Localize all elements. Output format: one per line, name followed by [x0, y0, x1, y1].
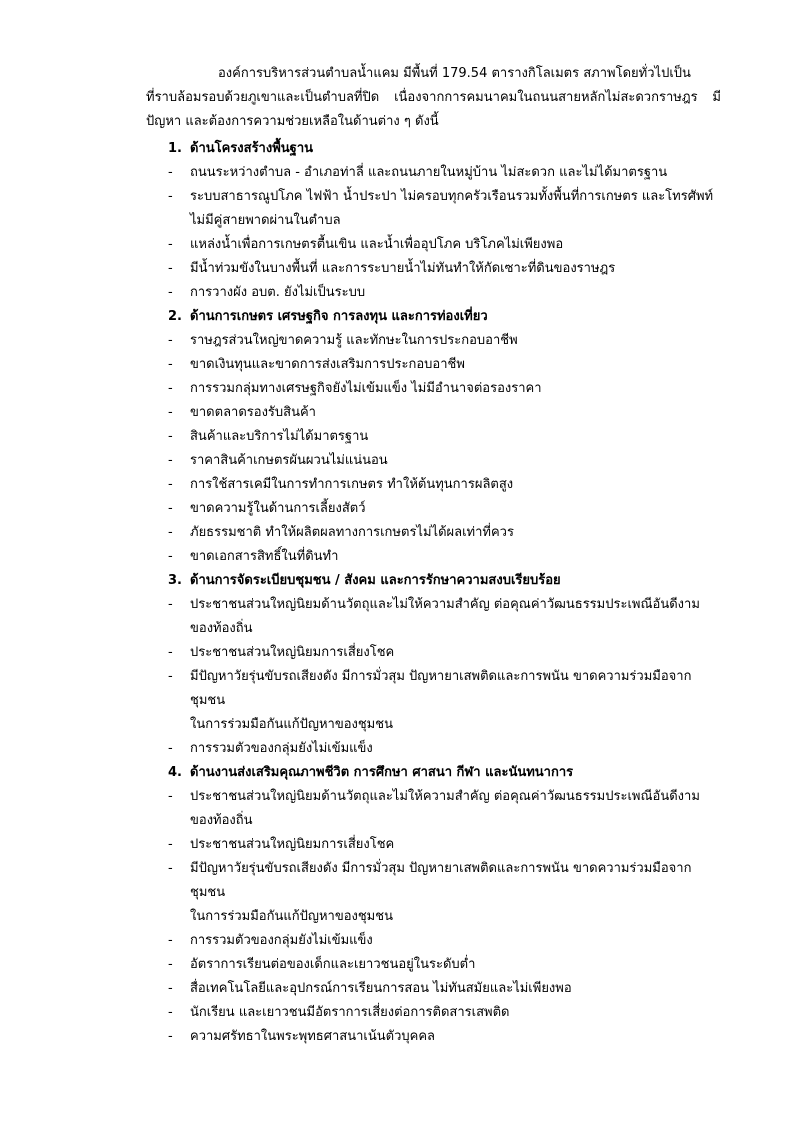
- list-item: - การใช้สารเคมีในการทำการเกษตร ทำให้ต้นทุนการผลิตสูง: [168, 473, 718, 497]
- list-item: - มีน้ำท่วมขังในบางพื้นที่ และการระบายน้ำไม่ทันทำให้กัดเซาะที่ดินของราษฎร: [168, 257, 718, 281]
- bullet-dash: -: [168, 645, 173, 660]
- bullet-dash: -: [168, 357, 173, 372]
- intro-first-line: องค์การบริหารส่วนตำบลน้ำแคม มีพื้นที่ 179.54 ตารางกิโลเมตร สภาพโดยทั่วไปเป็น: [218, 66, 691, 81]
- bullet-dash: -: [168, 789, 173, 804]
- section-heading-3: [168, 569, 561, 593]
- section-number: 4.: [168, 765, 182, 780]
- list-item: - ราคาสินค้าเกษตรผันผวนไม่แน่นอน: [168, 449, 718, 473]
- bullet-dash: -: [168, 237, 173, 252]
- list-item: - ระบบสาธารณูปโภค ไฟฟ้า น้ำประปา ไม่ครอบทุกครัวเรือนรวมทั้งพื้นที่การเกษตร และโทรศัพท์ไม่มีคู่สายพาดผ่านในตำบล: [168, 185, 718, 233]
- bullet-dash: -: [168, 933, 173, 948]
- list-item: - สื่อเทคโนโลยีและอุปกรณ์การเรียนการสอน ไม่ทันสมัยและไม่เพียงพอ: [168, 977, 718, 1001]
- bullet-dash: -: [168, 837, 173, 852]
- bullet-dash: -: [168, 957, 173, 972]
- list-item: - ประชาชนส่วนใหญ่นิยมการเสี่ยงโชค: [168, 833, 718, 857]
- list-item: - ราษฎรส่วนใหญ่ขาดความรู้ และทักษะในการประกอบอาชีพ: [168, 329, 718, 353]
- bullet-dash: -: [168, 1029, 173, 1044]
- bullet-dash: -: [168, 501, 173, 516]
- list-item: - ความศรัทธาในพระพุทธศาสนาเน้นตัวบุคคล: [168, 1025, 718, 1049]
- bullet-dash: -: [168, 189, 173, 204]
- list-item: - มีปัญหาวัยรุ่นขับรถเสียงดัง มีการมั่วสุม ปัญหายาเสพติดและการพนัน ขาดความร่วมมือจากชุมชน: [168, 857, 718, 905]
- bullet-dash: -: [168, 549, 173, 564]
- intro-rest: ที่ราบล้อมรอบด้วยภูเขาและเป็นตำบลที่ปิด เนื่องจากการคมนาคมในถนนสายหลักไม่สะดวกราษฎร มีปัญหา และต้องการความช่วยเหลือในด้านต่าง ๆ ดังนี้: [146, 90, 721, 129]
- section-title: ด้านการเกษตร เศรษฐกิจ การลงทุน และการท่องเที่ยว: [190, 309, 488, 324]
- list-item: - ขาดตลาดรองรับสินค้า: [168, 401, 718, 425]
- bullet-dash: -: [168, 165, 173, 180]
- list-item: - ถนนระหว่างตำบล - อำเภอท่าลี่ และถนนภายในหมู่บ้าน ไม่สะดวก และไม่ได้มาตรฐาน: [168, 161, 718, 185]
- bullet-dash: -: [168, 861, 173, 876]
- bullet-dash: -: [168, 453, 173, 468]
- bullet-dash: -: [168, 669, 173, 684]
- list-item: - ขาดเงินทุนและขาดการส่งเสริมการประกอบอาชีพ: [168, 353, 718, 377]
- bullet-dash: -: [168, 429, 173, 444]
- list-item: - การรวมตัวของกลุ่มยังไม่เข้มแข็ง: [168, 929, 718, 953]
- list-item: - ขาดความรู้ในด้านการเลี้ยงสัตว์: [168, 497, 718, 521]
- bullet-dash: -: [168, 597, 173, 612]
- section-title: ด้านการจัดระเบียบชุมชน / สังคม และการรักษาความสงบเรียบร้อย: [190, 573, 561, 588]
- list-item: - ขาดเอกสารสิทธิ์ในที่ดินทำ: [168, 545, 718, 569]
- bullet-dash: -: [168, 525, 173, 540]
- list-item: - การรวมตัวของกลุ่มยังไม่เข้มแข็ง: [168, 737, 718, 761]
- section-title: ด้านโครงสร้างพื้นฐาน: [190, 141, 314, 156]
- list-item: - มีปัญหาวัยรุ่นขับรถเสียงดัง มีการมั่วสุม ปัญหายาเสพติดและการพนัน ขาดความร่วมมือจาก ชุมชน: [168, 665, 718, 713]
- intro-paragraph: [146, 62, 721, 134]
- bullet-dash: -: [168, 477, 173, 492]
- list-item: - สินค้าและบริการไม่ได้มาตรฐาน: [168, 425, 718, 449]
- bullet-dash: -: [168, 981, 173, 996]
- bullet-dash: -: [168, 741, 173, 756]
- bullet-dash: -: [168, 261, 173, 276]
- section-number: 1.: [168, 141, 182, 156]
- section-number: 3.: [168, 573, 182, 588]
- bullet-dash: -: [168, 285, 173, 300]
- section-heading-1: [168, 137, 313, 161]
- section-heading-4: [168, 761, 573, 785]
- list-item: - นักเรียน และเยาวชนมีอัตราการเสี่ยงต่อการติดสารเสพติด: [168, 1001, 718, 1025]
- section-title: ด้านงานส่งเสริมคุณภาพชีวิต การศึกษา ศาสนา กีฬา และนันทนาการ: [190, 765, 574, 780]
- list-item: - ประชาชนส่วนใหญ่นิยมด้านวัตถุและไม่ให้ความสำคัญ ต่อคุณค่าวัฒนธรรมประเพณีอันดีงามของท้องถิ่น: [168, 593, 718, 641]
- list-item: - ประชาชนส่วนใหญ่นิยมการเสี่ยงโชค: [168, 641, 718, 665]
- section-number: 2.: [168, 309, 182, 324]
- list-item: - ประชาชนส่วนใหญ่นิยมด้านวัตถุและไม่ให้ความสำคัญ ต่อคุณค่าวัฒนธรรมประเพณีอันดีงามของท้องถิ่น: [168, 785, 718, 833]
- list-item: - ภัยธรรมชาติ ทำให้ผลิตผลทางการเกษตรไม่ได้ผลเท่าที่ควร: [168, 521, 718, 545]
- list-item: - การวางผัง อบต. ยังไม่เป็นระบบ: [168, 281, 718, 305]
- bullet-dash: -: [168, 333, 173, 348]
- bullet-dash: -: [168, 381, 173, 396]
- list-item: - การรวมกลุ่มทางเศรษฐกิจยังไม่เข้มแข็ง ไม่มีอำนาจต่อรองราคา: [168, 377, 718, 401]
- continuation-line: ในการร่วมมือกันแก้ปัญหาของชุมชน: [190, 717, 393, 732]
- continuation-line: ในการร่วมมือกันแก้ปัญหาของชุมชน: [190, 909, 393, 924]
- list-item: - แหล่งน้ำเพื่อการเกษตรตื้นเขิน และน้ำเพื่ออุปโภค บริโภคไม่เพียงพอ: [168, 233, 718, 257]
- section-heading-2: [168, 305, 488, 329]
- list-item: - อัตราการเรียนต่อของเด็กและเยาวชนอยู่ในระดับต่ำ: [168, 953, 718, 977]
- bullet-dash: -: [168, 1005, 173, 1020]
- bullet-dash: -: [168, 405, 173, 420]
